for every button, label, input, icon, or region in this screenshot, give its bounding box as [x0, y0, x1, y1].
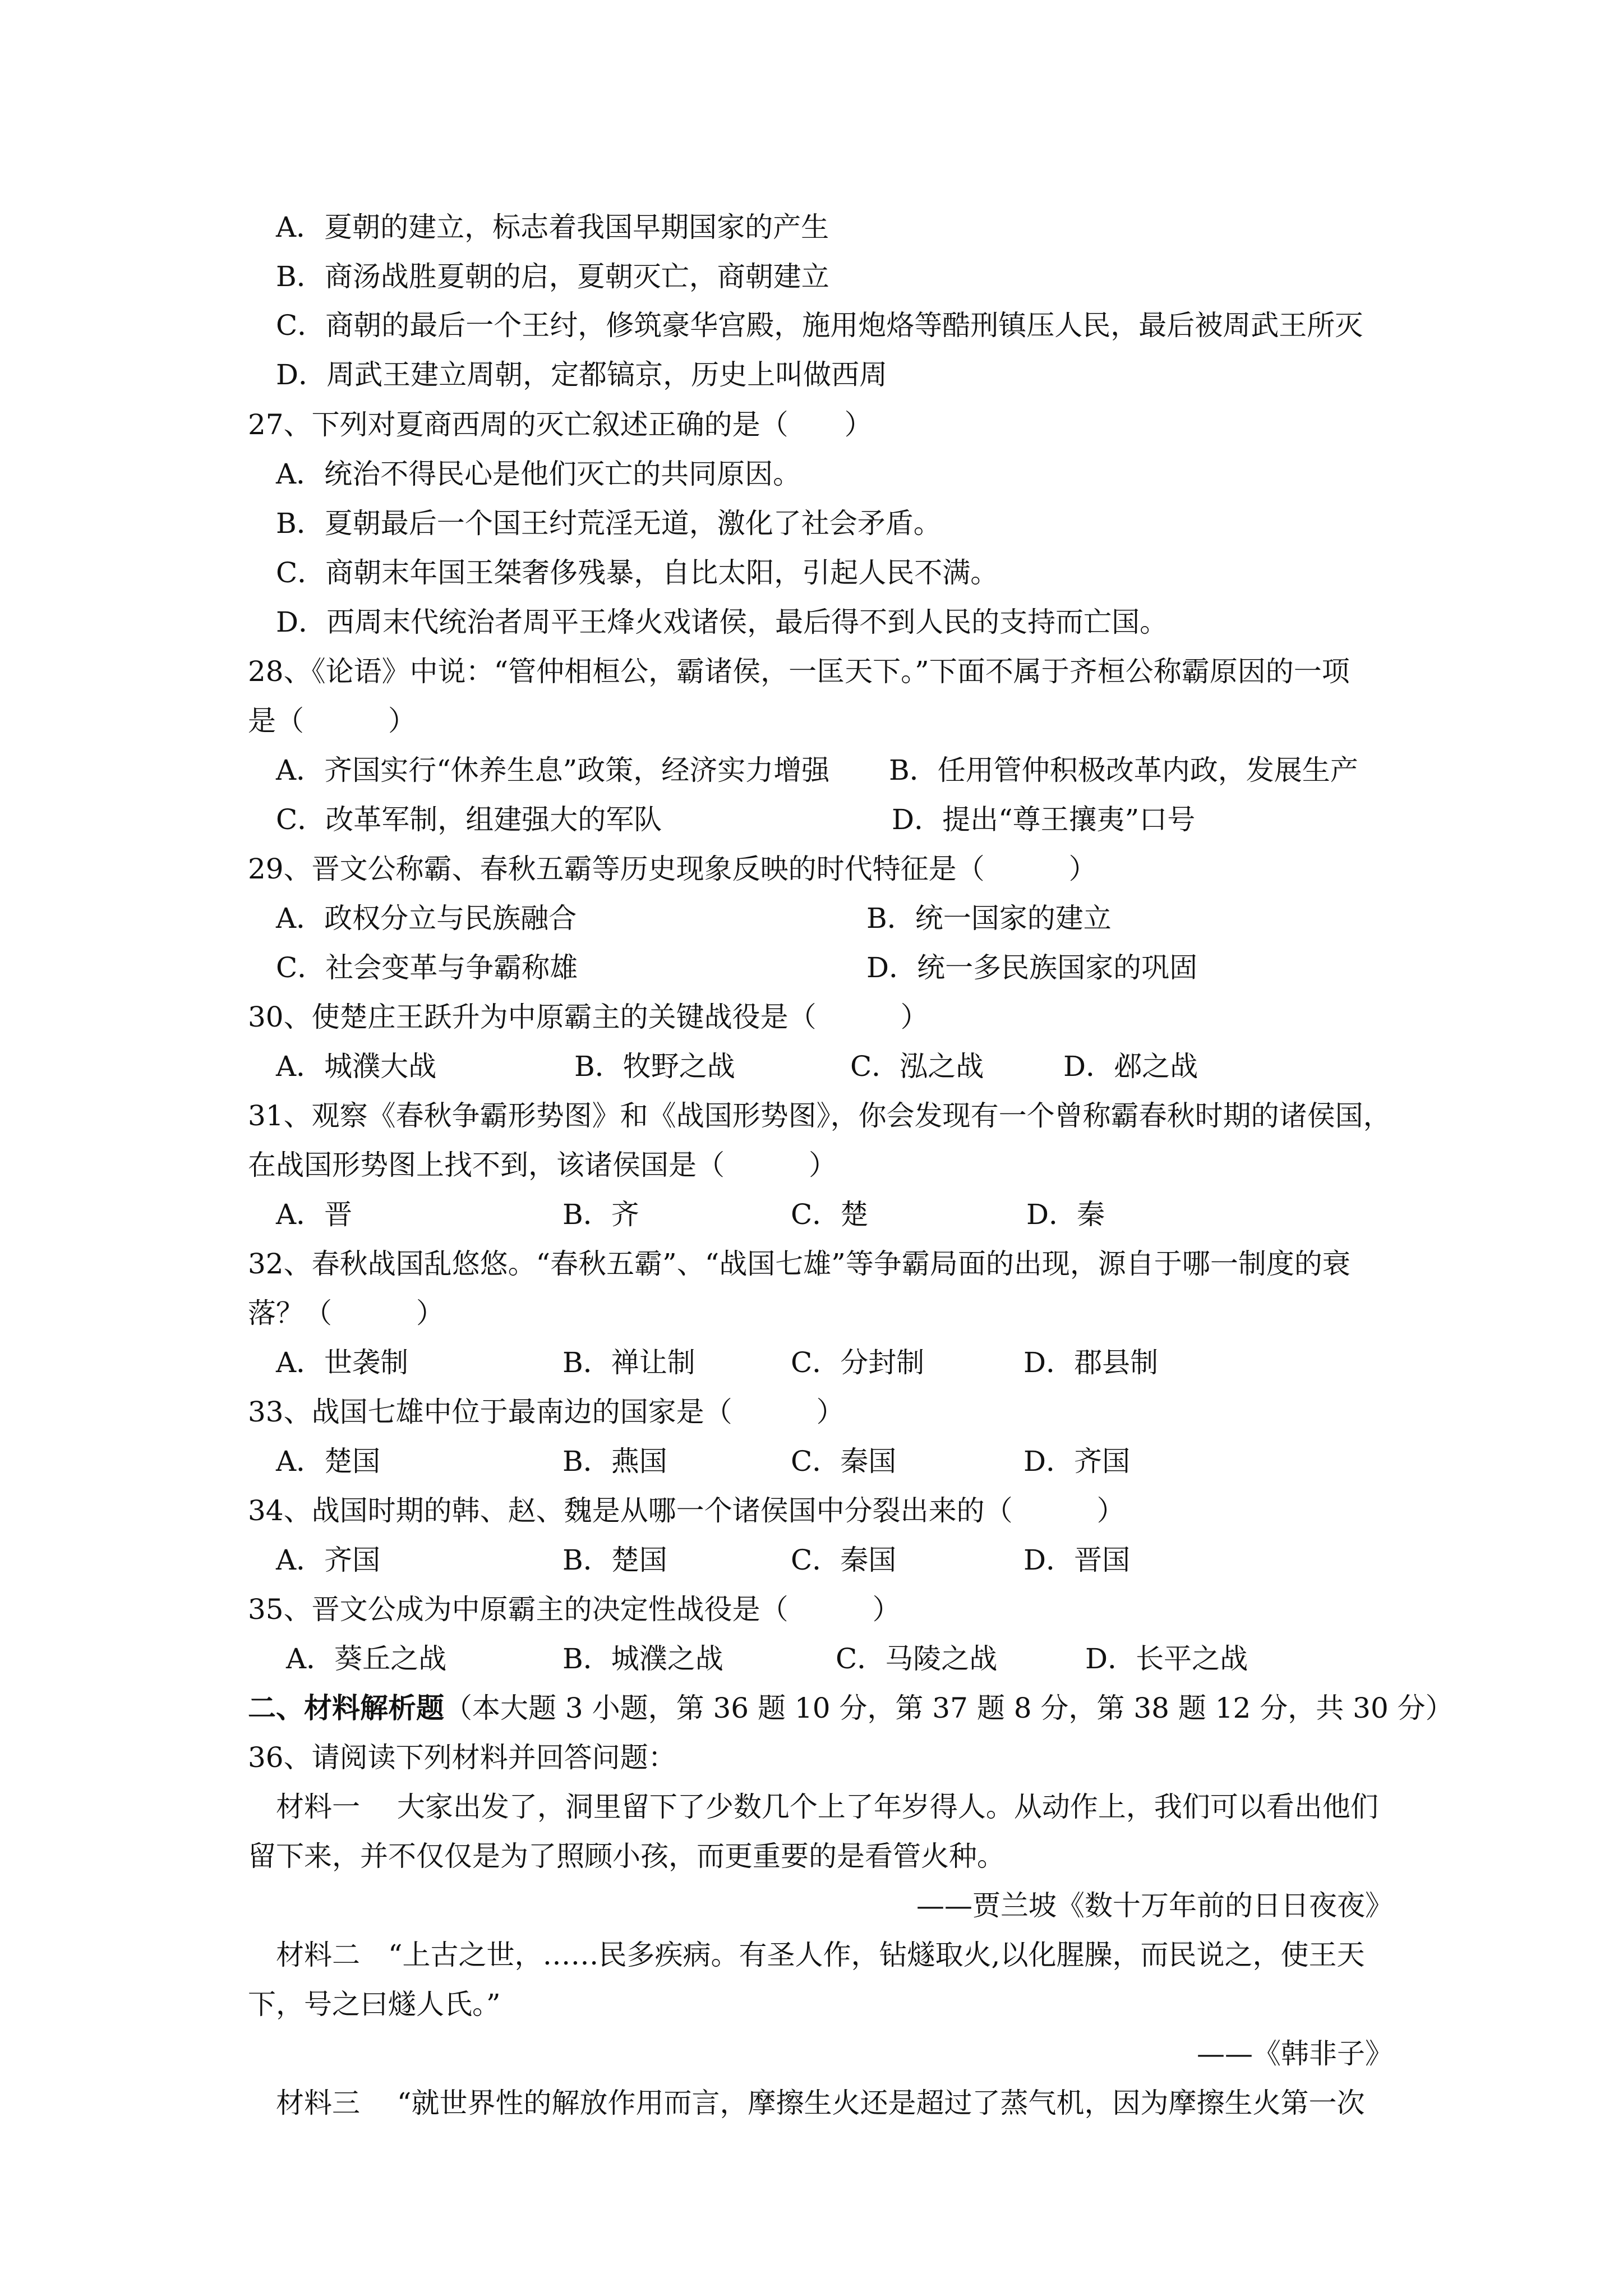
q29-option-c: C．社会变革与争霸称雄 — [276, 951, 578, 984]
q29-option-d: D．统一多民族国家的巩固 — [866, 951, 1198, 984]
q26-option-d: D．周武王建立周朝，定都镐京，历史上叫做西周 — [276, 358, 888, 391]
q28-option-b: B．任用管仲积极改革内政，发展生产 — [889, 754, 1358, 786]
q31-option-c: C．楚 — [791, 1198, 869, 1231]
section2-title: 二、材料解析题 — [248, 1691, 444, 1724]
q35-option-a: A．葵丘之战 — [286, 1642, 447, 1675]
q28-stem-line1: 28、《论语》中说：“管仲相桓公，霸诸侯，一匡天下。”下面不属于齐桓公称霸原因的一项 — [248, 655, 1350, 688]
q30-option-b: B．牧野之战 — [574, 1050, 735, 1083]
q28-option-a: A．齐国实行“休养生息”政策，经济实力增强 — [276, 754, 830, 786]
q31-stem-line2: 在战国形势图上找不到，该诸侯国是（ ） — [248, 1149, 837, 1181]
q36-material3-line1: 材料三 “就世界性的解放作用而言，摩擦生火还是超过了蒸气机，因为摩擦生火第一次 — [276, 2087, 1365, 2119]
q27-option-d: D．西周末代统治者周平王烽火戏诸侯，最后得不到人民的支持而亡国。 — [276, 606, 1168, 638]
q27-option-a: A．统治不得民心是他们灭亡的共同原因。 — [276, 458, 801, 490]
q29-option-b: B．统一国家的建立 — [866, 902, 1112, 935]
q31-option-a: A．晋 — [276, 1198, 353, 1231]
q36-stem: 36、请阅读下列材料并回答问题： — [248, 1741, 676, 1774]
q32-option-a: A．世袭制 — [276, 1346, 409, 1379]
q31-option-b: B．齐 — [562, 1198, 639, 1231]
q33-option-c: C．秦国 — [791, 1445, 897, 1478]
q31-stem-line1: 31、观察《春秋争霸形势图》和《战国形势图》，你会发现有一个曾称霸春秋时期的诸侯国， — [248, 1099, 1391, 1132]
q34-option-b: B．楚国 — [562, 1544, 667, 1576]
q34-stem: 34、战国时期的韩、赵、魏是从哪一个诸侯国中分裂出来的（ ） — [248, 1494, 1125, 1527]
q29-stem: 29、晋文公称霸、春秋五霸等历史现象反映的时代特征是（ ） — [248, 853, 1097, 885]
q30-option-c: C．泓之战 — [850, 1050, 984, 1083]
q28-stem-line2: 是（ ） — [248, 705, 416, 737]
q35-option-d: D．长平之战 — [1085, 1642, 1248, 1675]
q33-option-d: D．齐国 — [1023, 1445, 1131, 1478]
q30-option-d: D．邲之战 — [1063, 1050, 1198, 1083]
q33-option-b: B．燕国 — [562, 1445, 667, 1478]
q28-option-d: D．提出“尊王攘夷”口号 — [892, 803, 1196, 836]
q27-option-c: C．商朝末年国王桀奢侈残暴，自比太阳，引起人民不满。 — [276, 556, 999, 589]
q35-option-c: C．马陵之战 — [836, 1642, 998, 1675]
q27-stem: 27、下列对夏商西周的灭亡叙述正确的是（ ） — [248, 408, 873, 441]
q26-option-c: C．商朝的最后一个王纣，修筑豪华宫殿，施用炮烙等酷刑镇压人民，最后被周武王所灭 — [276, 309, 1363, 342]
q27-option-b: B．夏朝最后一个国王纣荒淫无道，激化了社会矛盾。 — [276, 507, 942, 540]
q33-stem: 33、战国七雄中位于最南边的国家是（ ） — [248, 1396, 845, 1428]
q32-stem-line2: 落？（ ） — [248, 1297, 444, 1329]
q31-option-d: D．秦 — [1026, 1198, 1105, 1231]
q30-stem: 30、使楚庄王跃升为中原霸主的关键战役是（ ） — [248, 1001, 929, 1033]
q32-option-d: D．郡县制 — [1023, 1346, 1159, 1379]
q36-material1-line1: 材料一 大家出发了，洞里留下了少数几个上了年岁得人。从动作上，我们可以看出他们 — [276, 1791, 1378, 1823]
q35-option-b: B．城濮之战 — [562, 1642, 723, 1675]
q26-option-a: A．夏朝的建立，标志着我国早期国家的产生 — [276, 211, 829, 243]
q26-option-b: B．商汤战胜夏朝的启，夏朝灭亡，商朝建立 — [276, 260, 829, 293]
q29-option-a: A．政权分立与民族融合 — [276, 902, 577, 935]
q34-option-d: D．晋国 — [1023, 1544, 1131, 1576]
q36-material1-line2: 留下来，并不仅仅是为了照顾小孩，而更重要的是看管火种。 — [248, 1840, 1005, 1872]
q35-stem: 35、晋文公成为中原霸主的决定性战役是（ ） — [248, 1593, 901, 1626]
q36-material2-line2: 下，号之曰燧人氏。” — [248, 1988, 501, 2021]
q36-material1-source: ——贾兰坡《数十万年前的日日夜夜》 — [916, 1889, 1393, 1922]
q36-material2-line1: 材料二 “上古之世，……民多疾病。有圣人作，钻燧取火,以化腥臊，而民说之，使王天 — [276, 1939, 1365, 1971]
q34-option-a: A．齐国 — [276, 1544, 381, 1576]
q33-option-a: A．楚国 — [276, 1445, 381, 1478]
q32-option-b: B．禅让制 — [562, 1346, 695, 1379]
q32-option-c: C．分封制 — [791, 1346, 925, 1379]
section2-heading — [248, 1691, 1454, 1725]
q36-material2-source: ——《韩非子》 — [1197, 2037, 1393, 2070]
q28-option-c: C．改革军制，组建强大的军队 — [276, 803, 662, 836]
q30-option-a: A．城濮大战 — [276, 1050, 437, 1083]
q34-option-c: C．秦国 — [791, 1544, 897, 1576]
section2-note: （本大题 3 小题，第 36 题 10 分，第 37 题 8 分，第 38 题 12 分，共 30 分） — [444, 1692, 1454, 1724]
q32-stem-line1: 32、春秋战国乱悠悠。“春秋五霸”、“战国七雄”等争霸局面的出现，源自于哪一制度的衰 — [248, 1248, 1350, 1280]
